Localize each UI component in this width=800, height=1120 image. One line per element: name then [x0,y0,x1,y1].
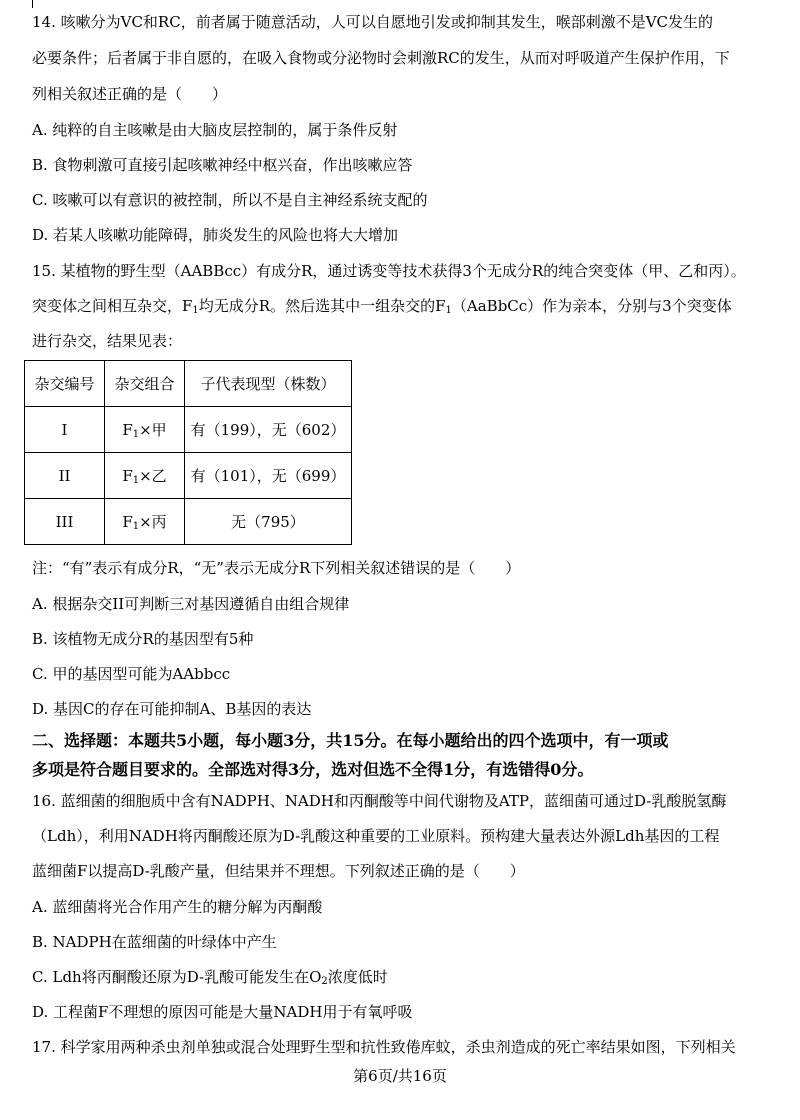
q14-line-2: 必要条件；后者属于非自愿的，在吸入食物或分泌物时会刺激RC的发生，从而对呼吸道产生保护作用，下 [32,49,730,67]
q16-line-3: 蓝细菌F以提高D-乳酸产量，但结果并不理想。下列叙述正确的是（ ） [32,862,525,880]
combo-sub: 1 [132,475,140,486]
table-cell-combo [105,499,185,545]
q15-f1-sub-a: 1 [192,305,199,316]
q14-option-b: B. 食物刺激可直接引起咳嗽神经中枢兴奋，作出咳嗽应答 [32,156,413,174]
combo-post: ×丙 [139,513,167,531]
q16-option-c-pre: C. Ldh将丙酮酸还原为D-乳酸可能发生在O [32,968,322,986]
q17-line-1: 17. 科学家用两种杀虫剂单独或混合处理野生型和抗性致倦库蚊，杀虫剂造成的死亡率结果如图，下列相关 [32,1038,736,1056]
table-cell-result: 有（199），无（602） [185,407,352,453]
combo-f: F [122,467,133,485]
table-cell-combo [105,453,185,499]
q15-line-2-post: （AaBbCc）作为亲本，分别与3个突变体 [451,297,732,315]
table-cell-id: I [25,407,105,453]
q14-option-d: D. 若某人咳嗽功能障碍，肺炎发生的风险也将大大增加 [32,226,399,244]
cross-results-table [24,360,352,545]
q16-option-c-post: 浓度低时 [327,968,388,986]
page-number-footer: 第6页/共16页 [353,1067,447,1085]
q15-line-2-pre: 突变体之间相互杂交，F [32,297,193,315]
q15-line-1: 15. 某植物的野生型（AABBcc）有成分R，通过诱变等技术获得3个无成分R的纯合突变体（甲、乙和丙）。 [32,262,746,280]
q14-line-3: 列相关叙述正确的是（ ） [32,85,228,103]
q16-option-c [32,967,388,987]
q14-line-1: 14. 咳嗽分为VC和RC，前者属于随意活动，人可以自愿地引发或抑制其发生，喉部刺激不是VC发生的 [32,13,714,31]
q15-line-2-mid: 均无成分R。然后选其中一组杂交的F [198,297,446,315]
combo-post: ×乙 [139,467,167,485]
combo-sub: 1 [132,429,140,440]
table-header-cell: 杂交编号 [25,361,105,407]
combo-f: F [122,513,133,531]
table-header-cell: 子代表现型（株数） [185,361,352,407]
q16-line-2: （Ldh），利用NADH将丙酮酸还原为D-乳酸这种重要的工业原料。预构建大量表达外源Ldh基因的工程 [32,827,720,845]
q16-option-a: A. 蓝细菌将光合作用产生的糖分解为丙酮酸 [32,898,323,916]
table-cell-id: II [25,453,105,499]
combo-sub: 1 [132,521,140,532]
table-header-row [25,361,352,407]
q14-option-a: A. 纯粹的自主咳嗽是由大脑皮层控制的，属于条件反射 [32,121,398,139]
q15-option-d: D. 基因C的存在可能抑制A、B基因的表达 [32,700,312,718]
q15-line-3: 进行杂交，结果见表： [32,332,183,350]
top-margin-mark [32,0,33,8]
table-header-cell: 杂交组合 [105,361,185,407]
combo-post: ×甲 [139,421,167,439]
q16-option-b: B. NADPH在蓝细菌的叶绿体中产生 [32,933,277,951]
section2-heading-line-1: 二、选择题：本题共5小题，每小题3分，共15分。在每小题给出的四个选项中，有一项或 [32,731,669,750]
table-row [25,453,352,499]
table-row [25,499,352,545]
q15-option-a: A. 根据杂交II可判断三对基因遵循自由组合规律 [32,595,350,613]
section2-heading-line-2: 多项是符合题目要求的。全部选对得3分，选对但选不全得1分，有选错得0分。 [32,760,594,779]
q15-option-b: B. 该植物无成分R的基因型有5种 [32,630,254,648]
table-cell-id: III [25,499,105,545]
q16-line-1: 16. 蓝细菌的细胞质中含有NADPH、NADH和丙酮酸等中间代谢物及ATP，蓝细菌可通过D-乳酸脱氢酶 [32,792,727,810]
table-row [25,407,352,453]
table-cell-result: 无（795） [185,499,352,545]
table-cell-combo [105,407,185,453]
combo-f: F [122,421,133,439]
q16-option-d: D. 工程菌F不理想的原因可能是大量NADH用于有氧呼吸 [32,1003,413,1021]
q14-option-c: C. 咳嗽可以有意识的被控制，所以不是自主神经系统支配的 [32,191,428,209]
table-cell-result: 有（101），无（699） [185,453,352,499]
q15-f1-sub-b: 1 [445,305,452,316]
q15-note: 注：“有”表示有成分R，“无”表示无成分R下列相关叙述错误的是（ ） [32,559,521,577]
q15-line-2 [32,296,732,316]
q16-option-c-sub: 2 [321,976,328,987]
q15-option-c: C. 甲的基因型可能为AAbbcc [32,665,231,683]
